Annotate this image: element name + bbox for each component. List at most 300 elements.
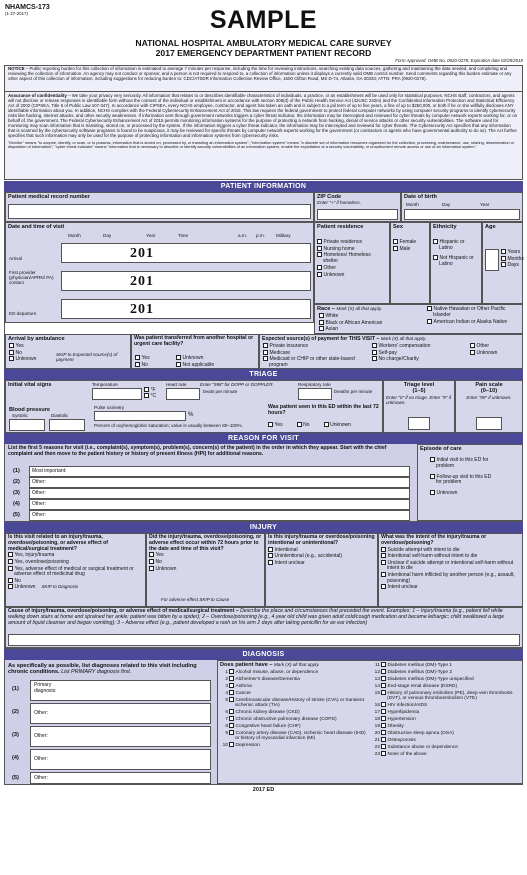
checkbox[interactable] — [8, 584, 13, 589]
q3-option-unintentional[interactable]: Unintentional (e.g., accidental) — [268, 553, 375, 560]
checkbox[interactable] — [229, 723, 234, 728]
condition-label: History of pulmonary embolism (PE), deep vein thrombosis (DVT), or venous thromboembolism (VTE) — [387, 690, 513, 702]
bp-systolic-label: Systolic — [12, 413, 28, 418]
transfer-option-yes[interactable]: Yes — [135, 355, 150, 362]
pulse-ox-input[interactable] — [94, 411, 186, 421]
episode-label: Episode of care — [420, 446, 462, 452]
checkbox[interactable] — [268, 547, 273, 552]
arrival-input[interactable] — [61, 243, 311, 263]
race-option-white[interactable]: White — [319, 313, 382, 320]
sex-cell — [390, 222, 430, 304]
reason-band: REASON FOR VISIT — [4, 433, 523, 444]
race-option-black[interactable]: Black or African American — [319, 320, 382, 327]
payment-option-unknown[interactable]: Unknown — [470, 350, 497, 357]
reason-input-2[interactable]: Other: — [29, 477, 410, 488]
diagnosis-row-5: (5) Other: — [8, 772, 213, 785]
checkbox[interactable] — [372, 343, 377, 348]
q2-option-unknown[interactable]: Unknown — [149, 566, 262, 573]
zip-cell — [314, 192, 401, 222]
q4-option-assault[interactable]: Intentional harm inflicted by another person (e.g., assault, poisoning) — [381, 572, 520, 584]
condition-option[interactable] — [220, 730, 368, 742]
injury-q1-cell — [5, 533, 146, 607]
q4-option-unclear-suicide[interactable]: Unclear if suicide attempt or intentional self-harm without intent to die — [381, 560, 520, 572]
condition-number: 8 — [225, 724, 228, 730]
checkbox[interactable] — [8, 578, 13, 583]
checkbox[interactable] — [135, 362, 140, 367]
checkbox[interactable] — [144, 387, 149, 392]
condition-label: End-stage renal disease (ESRD) — [387, 683, 458, 689]
condition-option[interactable] — [220, 723, 368, 729]
seen-option-no[interactable]: No — [297, 422, 310, 429]
checkbox[interactable] — [317, 246, 322, 251]
checkbox[interactable] — [176, 355, 181, 360]
checkbox[interactable] — [381, 662, 386, 667]
condition-option[interactable] — [372, 737, 522, 743]
payment-option-no-charge[interactable]: No charge/Charity — [372, 356, 431, 363]
visit-row-departure: ED departure — [9, 311, 37, 316]
checkbox[interactable] — [229, 676, 234, 681]
checkbox[interactable] — [381, 723, 386, 728]
condition-number: 1 — [225, 670, 228, 675]
checkbox[interactable] — [268, 553, 273, 558]
condition-number: 16 — [374, 703, 380, 709]
cause-input[interactable] — [8, 634, 520, 646]
condition-option[interactable] — [220, 709, 368, 715]
checkbox[interactable] — [297, 422, 302, 427]
checkbox[interactable] — [381, 690, 386, 695]
sex-option-male[interactable]: Male — [393, 246, 427, 253]
condition-option[interactable] — [220, 742, 368, 748]
dob-month-label: Month — [406, 202, 419, 207]
temp-unit-f[interactable]: °F — [144, 387, 156, 393]
condition-number: 20 — [374, 731, 380, 737]
q1-option-unknown[interactable]: Unknown SKIP to Diagnosis — [8, 584, 143, 591]
provider-contact-input[interactable] — [61, 271, 311, 291]
form-header — [4, 3, 523, 65]
condition-number: 14 — [374, 683, 380, 689]
payment-option-other[interactable]: Other — [470, 343, 497, 350]
condition-number: 10 — [222, 743, 228, 749]
diagnosis-list — [8, 680, 213, 785]
condition-option[interactable] — [220, 683, 368, 689]
age-option-days[interactable]: Days — [501, 262, 524, 269]
assurance-heading: Assurance of confidentiality — [8, 93, 67, 98]
payment-option-workers-comp[interactable]: Workers' compensation — [372, 343, 431, 350]
checkbox[interactable] — [229, 709, 234, 714]
checkbox[interactable] — [229, 690, 234, 695]
departure-year-prefix: 201 — [130, 302, 154, 317]
payment-option-medicaid[interactable]: Medicaid or CHIP or other state-based program — [263, 356, 359, 368]
checkbox[interactable] — [317, 239, 322, 244]
q1-option-overdose[interactable]: Yes, overdose/poisoning — [8, 559, 143, 566]
condition-option[interactable] — [372, 662, 522, 668]
checkbox[interactable] — [263, 343, 268, 348]
race-option-hawaiian[interactable]: Native Hawaiian or Other Pacific Islander — [427, 306, 519, 319]
checkbox[interactable] — [229, 683, 234, 688]
visit-col-military: Military — [276, 233, 291, 238]
transfer-option-no[interactable]: No — [135, 362, 150, 369]
condition-label: Diabetes mellitus (DM)-Type 1 — [387, 663, 453, 668]
injury-band: INJURY — [4, 522, 523, 533]
checkbox[interactable] — [9, 350, 14, 355]
checkbox[interactable] — [470, 343, 475, 348]
checkbox[interactable] — [9, 356, 14, 361]
condition-label: Depression — [235, 743, 260, 749]
checkbox[interactable] — [229, 730, 234, 735]
checkbox[interactable] — [501, 256, 506, 261]
checkbox[interactable] — [135, 355, 140, 360]
ambulance-label: Arrival by ambulance — [8, 336, 65, 342]
transfer-option-unknown[interactable]: Unknown — [176, 355, 214, 362]
temperature-input[interactable] — [92, 388, 142, 400]
checkbox[interactable] — [229, 669, 234, 674]
condition-option[interactable] — [372, 730, 522, 736]
age-input[interactable] — [485, 249, 499, 271]
diagnosis-row-4: (4) Other: — [8, 749, 213, 772]
condition-label: Asthma — [235, 683, 252, 689]
q3-option-intentional[interactable]: Intentional — [268, 547, 375, 554]
heart-rate-input[interactable] — [166, 388, 200, 400]
checkbox[interactable] — [430, 490, 435, 495]
checkbox[interactable] — [433, 255, 438, 260]
triage-level-label: Triage level — [403, 382, 435, 388]
form-date: (1-27-2017) — [5, 11, 28, 16]
assurance-footnote: "Monitor" means "to acquire, identify, or scan, or to possess, information that is stored on, processed by, or transiting an information system"; "information system" means "a discrete set of information resources organized for the collection, processing, maintenance, use, sharing, dissemination or disposition of information"; "cyber threat indicator" means "information that is necessary to describe or identify security vulnerabilities of an information system, enable the exploitation of a security vulnerability, or unauthorized remote access or use of an information system." — [8, 139, 515, 150]
triage-level-input[interactable] — [408, 417, 430, 430]
condition-option[interactable] — [372, 709, 522, 715]
condition-option[interactable] — [372, 751, 522, 757]
checkbox[interactable] — [268, 560, 273, 565]
condition-number: 19 — [374, 724, 380, 730]
residence-option-homeless[interactable]: Homeless/ Homeless shelter — [317, 252, 387, 265]
condition-option[interactable] — [220, 669, 368, 675]
ambulance-option-yes[interactable]: Yes — [9, 343, 36, 350]
checkbox[interactable] — [381, 709, 386, 714]
ethnicity-label: Ethnicity — [433, 224, 457, 230]
pain-scale-input[interactable] — [476, 417, 502, 430]
checkbox[interactable] — [8, 552, 13, 557]
notice-heading: NOTICE — [8, 66, 25, 71]
visit-col-day: Day — [103, 233, 112, 238]
checkbox[interactable] — [430, 474, 435, 479]
condition-label: Alcohol misuse, abuse, or dependence — [235, 670, 319, 675]
checkbox[interactable] — [381, 737, 386, 742]
checkbox[interactable] — [381, 683, 386, 688]
form-subtitle-survey: NATIONAL HOSPITAL AMBULATORY MEDICAL CARE SURVEY — [135, 38, 392, 48]
condition-label: Osteoporosis — [387, 738, 416, 744]
episode-option-followup[interactable]: Follow-up visit to this ED for problem — [430, 474, 498, 487]
condition-label: Substance abuse or dependence — [387, 745, 458, 751]
condition-number: 3 — [225, 683, 228, 689]
reason-row-3: (3) Other: — [13, 488, 410, 499]
form-title: SAMPLE — [209, 6, 318, 34]
seen-option-yes[interactable]: Yes — [268, 422, 283, 429]
condition-number: 23 — [374, 752, 380, 758]
payment-option-medicare[interactable]: Medicare — [263, 350, 359, 357]
ambulance-option-unknown[interactable]: Unknown — [9, 356, 36, 363]
checkbox[interactable] — [381, 716, 386, 721]
checkbox[interactable] — [501, 262, 506, 267]
condition-label: Congestive heart failure (CHF) — [235, 724, 301, 730]
checkbox[interactable] — [319, 320, 324, 325]
checkbox[interactable] — [144, 393, 149, 398]
ethnicity-cell — [430, 222, 482, 304]
checkbox[interactable] — [433, 239, 438, 244]
condition-option[interactable] — [220, 676, 368, 682]
temp-unit-c[interactable]: °C — [144, 393, 156, 399]
condition-number: 13 — [374, 676, 380, 682]
condition-number: 6 — [225, 710, 228, 716]
ambulance-option-no[interactable]: No — [9, 350, 36, 357]
visit-col-am: a.m. — [238, 233, 247, 238]
assurance-box — [4, 92, 523, 180]
checkbox[interactable] — [317, 272, 322, 277]
age-option-years[interactable]: Years — [501, 249, 524, 256]
race-option-asian[interactable]: Asian — [319, 326, 382, 333]
condition-label: Cancer — [235, 690, 251, 696]
form-subtitle-record: 2017 EMERGENCY DEPARTMENT PATIENT RECORD — [155, 48, 372, 58]
reason-input-3[interactable]: Other: — [29, 488, 410, 499]
checkbox[interactable] — [319, 313, 324, 318]
age-label: Age — [485, 224, 496, 230]
condition-number: 18 — [374, 717, 380, 723]
condition-option[interactable] — [372, 702, 522, 708]
checkbox[interactable] — [381, 669, 386, 674]
transfer-option-na[interactable]: Not applicable — [176, 362, 214, 369]
checkbox[interactable] — [229, 716, 234, 721]
diastolic-input[interactable] — [49, 419, 85, 431]
checkbox[interactable] — [381, 560, 386, 565]
residence-label: Patient residence — [317, 224, 364, 230]
diagnosis-section — [4, 660, 523, 785]
checkbox[interactable] — [381, 730, 386, 735]
checkbox[interactable] — [149, 559, 154, 564]
condition-option[interactable] — [372, 716, 522, 722]
q4-option-self-harm[interactable]: Intentional self-harm without intent to die — [381, 553, 520, 560]
injury-q2-label: Did the injury/trauma, overdose/poisoning, or adverse effect occur within 72 hours prior to the date and time of this visit? — [149, 534, 262, 552]
checkbox[interactable] — [8, 566, 13, 571]
checkbox[interactable] — [263, 356, 268, 361]
checkbox[interactable] — [381, 744, 386, 749]
conditions-hint: Mark (X) all that apply. — [273, 662, 320, 667]
diagnosis-instructions: As specifically as possible, list diagnoses related to this visit including chronic conditions. — [8, 663, 197, 676]
reason-input-4[interactable]: Other: — [29, 499, 410, 510]
q1-option-no[interactable]: No — [8, 578, 143, 585]
checkbox[interactable] — [9, 343, 14, 348]
mrn-cell — [5, 192, 314, 222]
payment-label: Expected source(s) of payment for THIS VISIT – — [262, 336, 380, 342]
payment-hint: Mark (X) all that apply. — [380, 336, 427, 341]
injury-q3-label: Is this injury/trauma or overdose/poisoning intentional or unintentional? — [268, 534, 375, 546]
sex-option-female[interactable]: Female — [393, 239, 427, 246]
episode-option-unknown[interactable]: Unknown — [430, 490, 498, 497]
reason-instructions: List the first 5 reasons for visit (i.e., complaint(s), symptom(s), problem(s), concern(s) of the patient) in the order in which they appear. Start with the chief complaint and then move to the patient history or history of present illness (HPI) for additional reasons. — [8, 445, 387, 457]
checkbox[interactable] — [324, 422, 329, 427]
checkbox[interactable] — [268, 422, 273, 427]
diagnosis-input-1[interactable]: Primary diagnosis: — [30, 680, 211, 701]
checkbox[interactable] — [229, 742, 234, 747]
race-option-american-indian[interactable]: American Indian or Alaska Native — [427, 319, 519, 326]
checkbox[interactable] — [372, 356, 377, 361]
dob-input[interactable] — [404, 209, 520, 220]
cause-label: Cause of injury/trauma, overdose/poisoning, or adverse effect of medical/surgical treatment – — [8, 608, 239, 614]
q4-option-suicide[interactable]: Suicide attempt with intent to die — [381, 547, 520, 554]
condition-number: 15 — [374, 690, 380, 696]
checkbox[interactable] — [176, 362, 181, 367]
reason-input-1[interactable]: Most important: — [29, 466, 410, 477]
payment-option-private[interactable]: Private insurance — [263, 343, 359, 350]
injury-section — [4, 533, 523, 649]
condition-label: Alzheimer's disease/Dementia — [235, 676, 300, 682]
checkbox[interactable] — [381, 751, 386, 756]
checkbox[interactable] — [8, 559, 13, 564]
checkbox[interactable] — [149, 566, 154, 571]
q2-option-yes[interactable]: Yes — [149, 552, 262, 559]
q3-option-unclear[interactable]: Intent unclear — [268, 560, 375, 567]
checkbox[interactable] — [381, 572, 386, 577]
triage-level-hint: Enter "0" if no triage. Enter "9" if unknown. — [386, 394, 451, 405]
condition-option[interactable] — [372, 723, 522, 729]
checkbox[interactable] — [393, 246, 398, 251]
cause-cell — [5, 607, 523, 648]
condition-option[interactable] — [372, 683, 522, 689]
condition-option[interactable] — [372, 690, 522, 702]
condition-label: Hypertension — [387, 717, 416, 723]
checkbox[interactable] — [501, 249, 506, 254]
checkbox[interactable] — [381, 702, 386, 707]
conditions-col-1 — [220, 669, 368, 749]
q2-option-no[interactable]: No — [149, 559, 262, 566]
residence-option-unknown[interactable]: Unknown — [317, 272, 387, 279]
assurance-text: – We take your privacy very seriously. All information that relates to or describes identifiable characteristics of individuals, a practice, or an establishment will be used only for statistical purposes. NCHS staff, contractors, and agents will not disclose or release responses in identifiable form without the consent of the individual or establishment in accordance with section 308(d) of the Public Health Service Act (42USC 242m) and the Confidential Information Protection and Statistical Efficiency Act of 2002 (CIPSEA, Title 5 of Public Law 107-347). In accordance with CIPSEA, every NCHS employee, contractor, and agent has taken an oath and is subject to a jail term of up to five years, a fine of up to $250,000, or both if he or she willfully discloses ANY identifiable information about you. In addition, NCHS complies with the Federal Cybersecurity Enhancement Act of 2015. This law requires the federal government to protect federal computer networks by using computer security programs to identify cybersecurity risks like hacking, internet attacks, and other security weaknesses. If information sent through government networks triggers a cyber threat indicator, the information may be intercepted and reviewed for cyber threats by computer network experts working for, or on behalf of, the government. The Federal Cybersecurity Enhancement Act of 2015 permits monitoring information systems for the purpose of protecting a network from hacking, denial of service attacks or other security vulnerabilities. The software used for monitoring may scan information that is transiting, stored on, or processed by the system. If the information triggers a cyber threat indicator, the information may be intercepted and reviewed for cyber threats. The Cybersecurity Act specifies that any information that is scanned by the cybersecurity software programs is found to be suspicious, it may be reviewed for specific threats by computer network experts working for the government (or contractors or agents who have governmental authority to do so). The Act further specifies that such information may only be used for the purpose of protecting information and information systems from cybersecurity risks. — [8, 93, 518, 138]
checkbox[interactable] — [317, 252, 322, 257]
conditions-label: Does patient have – — [220, 662, 273, 668]
diagnosis-input-3[interactable]: Other: — [30, 726, 211, 747]
diagnosis-row-1: (1) Primary diagnosis: — [8, 680, 213, 703]
systolic-input[interactable] — [9, 419, 45, 431]
checkbox[interactable] — [381, 676, 386, 681]
diagnosis-input-2[interactable]: Other: — [30, 703, 211, 724]
pulse-ox-note: Percent of oxyhemoglobin saturation; value is usually between 80–100%. — [94, 423, 243, 428]
dob-cell — [401, 192, 523, 222]
residence-option-nursing[interactable]: Nursing home — [317, 246, 387, 253]
condition-label: Diabetes mellitus (DM)-Type unspecified — [387, 676, 474, 682]
checkbox[interactable] — [319, 326, 324, 331]
condition-label: HIV infection/AIDS — [387, 703, 428, 709]
episode-option-initial[interactable]: Initial visit to this ED for problem — [430, 457, 498, 470]
condition-number: 21 — [374, 738, 380, 744]
zip-hint: Enter "+" if homeless. — [317, 200, 361, 206]
checkbox[interactable] — [470, 350, 475, 355]
condition-number: 11 — [375, 663, 380, 668]
q2-skip-note: For adverse effect SKIP to Cause — [161, 597, 230, 602]
condition-number: 4 — [225, 690, 228, 696]
visit-row-provider: First provider (physician/APRN/ PA) contact — [9, 270, 54, 286]
visit-col-pm: p.m. — [256, 233, 265, 238]
breaths-per-minute: breaths per minute — [334, 389, 373, 394]
q1-option-adverse[interactable]: Yes, adverse effect of medical or surgical treatment or adverse effect of medicinal drug — [8, 566, 143, 578]
checkbox[interactable] — [381, 553, 386, 558]
condition-option[interactable] — [220, 716, 368, 722]
notice-box — [4, 65, 523, 92]
condition-option[interactable] — [220, 697, 368, 709]
condition-label: Chronic kidney disease (CKD) — [235, 710, 300, 716]
seen-72h-label: Was patient seen in this ED within the last 72 hours? — [268, 404, 379, 416]
visit-col-time: Time — [178, 233, 189, 238]
reason-row-2: (2) Other: — [13, 477, 410, 488]
condition-number: 22 — [374, 745, 380, 751]
visit-col-month: Month — [68, 233, 81, 238]
checkbox[interactable] — [381, 547, 386, 552]
checkbox[interactable] — [393, 239, 398, 244]
condition-option[interactable] — [372, 669, 522, 675]
payment-option-self-pay[interactable]: Self-pay — [372, 350, 431, 357]
checkbox[interactable] — [427, 319, 432, 324]
checkbox[interactable] — [263, 350, 268, 355]
checkbox[interactable] — [427, 306, 432, 311]
checkbox[interactable] — [317, 265, 322, 270]
residence-option-private[interactable]: Private residence — [317, 239, 387, 246]
checkbox[interactable] — [229, 697, 234, 702]
condition-option[interactable] — [372, 676, 522, 682]
diagnosis-input-5[interactable]: Other: — [30, 772, 211, 784]
injury-q3-cell — [265, 533, 378, 607]
dob-day-label: Day — [442, 202, 451, 207]
heart-rate-label: Heart rate — [166, 382, 187, 387]
resp-rate-input[interactable] — [298, 388, 332, 400]
age-option-months[interactable]: Months — [501, 256, 524, 263]
provider-year-prefix: 201 — [130, 274, 154, 289]
residence-option-other[interactable]: Other — [317, 265, 387, 272]
injury-q1-label: Is this visit related to an injury/trauma, overdose/poisoning, or adverse effect of medical/surgical treatment? — [8, 534, 109, 552]
q4-option-intent-unclear[interactable]: Intent unclear — [381, 584, 520, 591]
checkbox[interactable] — [149, 552, 154, 557]
heart-rate-hint: Enter "998" for DOPP or DOPPLER. — [200, 382, 274, 387]
condition-label: Hyperlipidemia — [387, 710, 420, 716]
checkbox[interactable] — [372, 350, 377, 355]
pain-scale-range: (0–10) — [480, 388, 498, 395]
injury-q4-cell — [378, 533, 523, 607]
zip-input[interactable] — [317, 209, 398, 220]
visit-row-arrival: Arrival — [9, 256, 23, 261]
resp-rate-label: Respiratory rate — [298, 382, 331, 387]
percent-sign: % — [188, 412, 194, 418]
q1-option-injury[interactable]: Yes, injury/trauma — [8, 552, 143, 559]
condition-option[interactable] — [372, 744, 522, 750]
seen-option-unknown[interactable]: Unknown — [324, 422, 351, 429]
beats-per-minute: beats per minute — [203, 389, 238, 394]
omb-number: Form Approved: OMB No. 0920-0278; Expiration date 02/28/2018 — [395, 58, 523, 63]
ethnicity-option-hispanic[interactable]: Hispanic or Latino — [433, 239, 479, 252]
departure-input[interactable] — [61, 299, 311, 319]
condition-number: 12 — [374, 669, 380, 675]
checkbox[interactable] — [430, 457, 435, 462]
pain-scale-cell — [455, 380, 523, 433]
diagnosis-row-3: (3) Other: — [8, 726, 213, 749]
checkbox[interactable] — [381, 584, 386, 589]
arrival-year-prefix: 201 — [130, 246, 154, 261]
condition-option[interactable] — [220, 690, 368, 696]
visit-col-year: Year — [146, 233, 156, 238]
mrn-input[interactable] — [8, 204, 311, 219]
age-cell — [482, 222, 523, 304]
reason-input-5[interactable]: Other: — [29, 510, 410, 521]
condition-label: None of the above — [387, 752, 427, 758]
ethnicity-option-not-hispanic[interactable]: Not Hispanic or Latino — [433, 255, 479, 268]
diagnosis-input-4[interactable]: Other: — [30, 749, 211, 770]
conditions-col-2 — [372, 662, 522, 758]
vitals-cell — [5, 380, 383, 433]
